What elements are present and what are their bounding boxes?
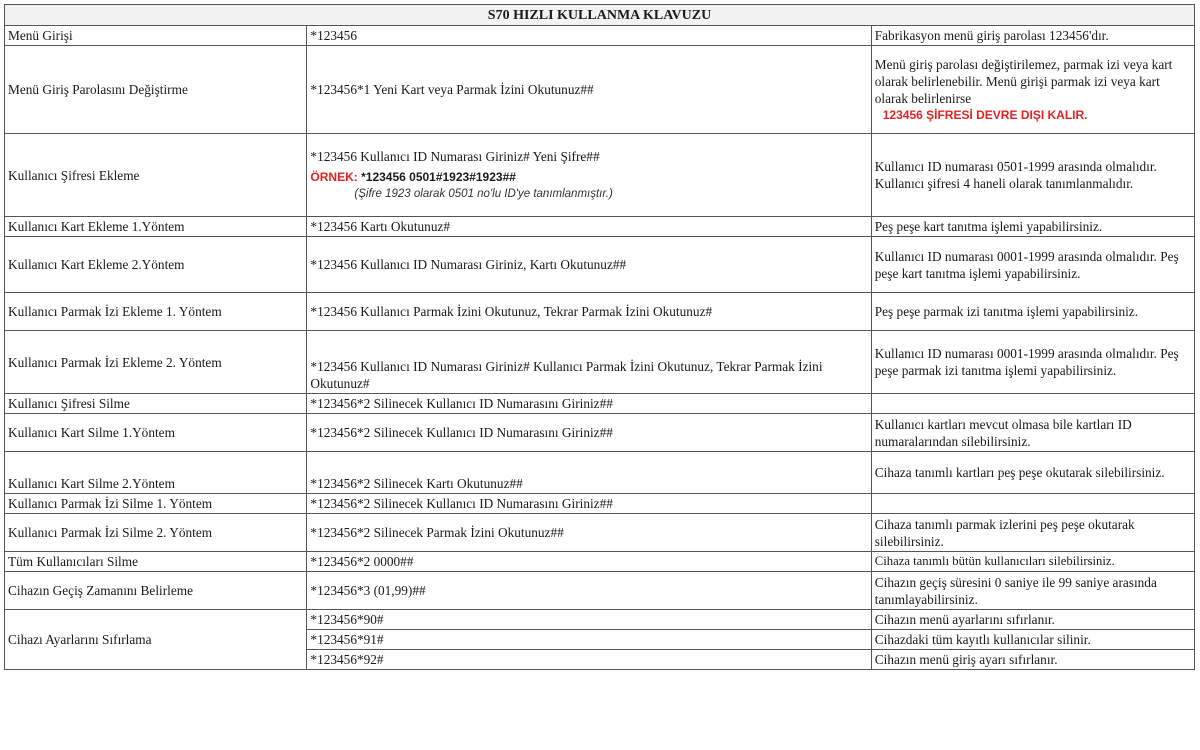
title-row: [5, 5, 1195, 26]
row-description: Fabrikasyon menü giriş parolası 123456'dır.: [871, 26, 1194, 46]
table-row: [5, 217, 1195, 237]
table-row: [5, 452, 1195, 494]
row-label: Kullanıcı Kart Silme 1.Yöntem: [5, 414, 307, 452]
row-description: [871, 46, 1194, 134]
row-label: Kullanıcı Şifresi Ekleme: [5, 134, 307, 217]
row-command: *123456 Kullanıcı ID Numarası Giriniz, Kartı Okutunuz##: [307, 237, 871, 293]
row-command: *123456*90#: [307, 610, 871, 630]
example-command: *123456 0501#1923#1923##: [361, 169, 516, 184]
table-row: [5, 331, 1195, 394]
row-label: Tüm Kullanıcıları Silme: [5, 552, 307, 572]
table-row: [5, 514, 1195, 552]
description-text: Kullanıcı ID numarası 0501-1999 arasında olmalıdır.: [874, 159, 1157, 174]
row-label: Menü Girişi: [5, 26, 307, 46]
table-row: [5, 293, 1195, 331]
row-description: Cihazdaki tüm kayıtlı kullanıcılar silinir.: [871, 630, 1194, 650]
table-row: [5, 572, 1195, 610]
row-command: *123456*2 Silinecek Kullanıcı ID Numarasını Giriniz##: [307, 494, 871, 514]
row-description: Cihazın menü ayarlarını sıfırlanır.: [871, 610, 1194, 630]
quick-guide-document: [4, 4, 1195, 670]
row-description: Peş peşe kart tanıtma işlemi yapabilirsiniz.: [871, 217, 1194, 237]
quick-guide-table: [4, 4, 1195, 670]
row-description: Kullanıcı ID numarası 0001-1999 arasında olmalıdır. Peş peşe kart tanıtma işlemi yapabilirsiniz.: [871, 237, 1194, 293]
row-description: Cihaza tanımlı kartları peş peşe okutarak silebilirsiniz.: [871, 452, 1194, 494]
row-description: Cihaza tanımlı parmak izlerini peş peşe okutarak silebilirsiniz.: [871, 514, 1194, 552]
table-row: [5, 394, 1195, 414]
row-command: *123456*91#: [307, 630, 871, 650]
description-text-2: Kullanıcı şifresi 4 haneli olarak tanımlanmalıdır.: [874, 176, 1134, 191]
row-label: Cihazın Geçiş Zamanını Belirleme: [5, 572, 307, 610]
row-command: *123456: [307, 26, 871, 46]
example-note: (Şifre 1923 olarak 0501 no'lu ID'ye tanımlanmıştır.): [354, 187, 613, 200]
row-description: [871, 134, 1194, 217]
row-command: *123456*2 Silinecek Parmak İzini Okutunuz##: [307, 514, 871, 552]
row-command: *123456*2 Silinecek Kullanıcı ID Numarasını Giriniz##: [307, 414, 871, 452]
row-label: Kullanıcı Kart Silme 2.Yöntem: [5, 452, 307, 494]
row-label: Cihazı Ayarlarını Sıfırlama: [5, 610, 307, 670]
table-row: [5, 46, 1195, 134]
row-description: Cihazın menü giriş ayarı sıfırlanır.: [871, 650, 1194, 670]
table-row: [5, 26, 1195, 46]
row-command: *123456 Kartı Okutunuz#: [307, 217, 871, 237]
row-description: Kullanıcı ID numarası 0001-1999 arasında olmalıdır. Peş peşe parmak izi tanıtma işlemi yapabilirsiniz.: [871, 331, 1194, 394]
table-row: [5, 237, 1195, 293]
table-row: [5, 552, 1195, 572]
row-description: Peş peşe parmak izi tanıtma işlemi yapabilirsiniz.: [871, 293, 1194, 331]
row-command: *123456*3 (01,99)##: [307, 572, 871, 610]
row-label: Kullanıcı Kart Ekleme 1.Yöntem: [5, 217, 307, 237]
row-command: *123456 Kullanıcı ID Numarası Giriniz# Kullanıcı Parmak İzini Okutunuz, Tekrar Parmak İzini Okutunuz#: [307, 331, 871, 394]
row-command: *123456*1 Yeni Kart veya Parmak İzini Okutunuz##: [307, 46, 871, 134]
row-label: Kullanıcı Şifresi Silme: [5, 394, 307, 414]
row-label: Kullanıcı Parmak İzi Silme 2. Yöntem: [5, 514, 307, 552]
row-description: Kullanıcı kartları mevcut olmasa bile kartları ID numaralarından silebilirsiniz.: [871, 414, 1194, 452]
row-label: Kullanıcı Kart Ekleme 2.Yöntem: [5, 237, 307, 293]
table-row: [5, 610, 1195, 630]
document-title: S70 HIZLI KULLANMA KLAVUZU: [5, 5, 1195, 26]
table-row: [5, 414, 1195, 452]
row-command: *123456*2 Silinecek Kartı Okutunuz##: [307, 452, 871, 494]
table-row: [5, 134, 1195, 217]
table-row: [5, 494, 1195, 514]
row-description: [871, 394, 1194, 414]
warning-text: 123456 ŞİFRESİ DEVRE DIŞI KALIR.: [882, 107, 1088, 122]
row-label: Kullanıcı Parmak İzi Ekleme 1. Yöntem: [5, 293, 307, 331]
example-label: ÖRNEK:: [310, 169, 358, 184]
row-label: Kullanıcı Parmak İzi Ekleme 2. Yöntem: [5, 331, 307, 394]
row-command: *123456 Kullanıcı Parmak İzini Okutunuz, Tekrar Parmak İzini Okutunuz#: [307, 293, 871, 331]
row-description: Cihaza tanımlı bütün kullanıcıları silebilirsiniz.: [871, 552, 1194, 572]
row-command: [307, 134, 871, 217]
row-description: [871, 494, 1194, 514]
row-label: Menü Giriş Parolasını Değiştirme: [5, 46, 307, 134]
row-command: *123456*2 0000##: [307, 552, 871, 572]
command-text: *123456 Kullanıcı ID Numarası Giriniz# Yeni Şifre##: [310, 148, 600, 164]
row-command: *123456*92#: [307, 650, 871, 670]
row-command: *123456*2 Silinecek Kullanıcı ID Numarasını Giriniz##: [307, 394, 871, 414]
description-text: Menü giriş parolası değiştirilemez, parmak izi veya kart olarak belirlenebilir. Menü girişi parmak izi veya kart olarak belirlenirse: [874, 56, 1173, 106]
row-label: Kullanıcı Parmak İzi Silme 1. Yöntem: [5, 494, 307, 514]
row-description: Cihazın geçiş süresini 0 saniye ile 99 saniye arasında tanımlayabilirsiniz.: [871, 572, 1194, 610]
